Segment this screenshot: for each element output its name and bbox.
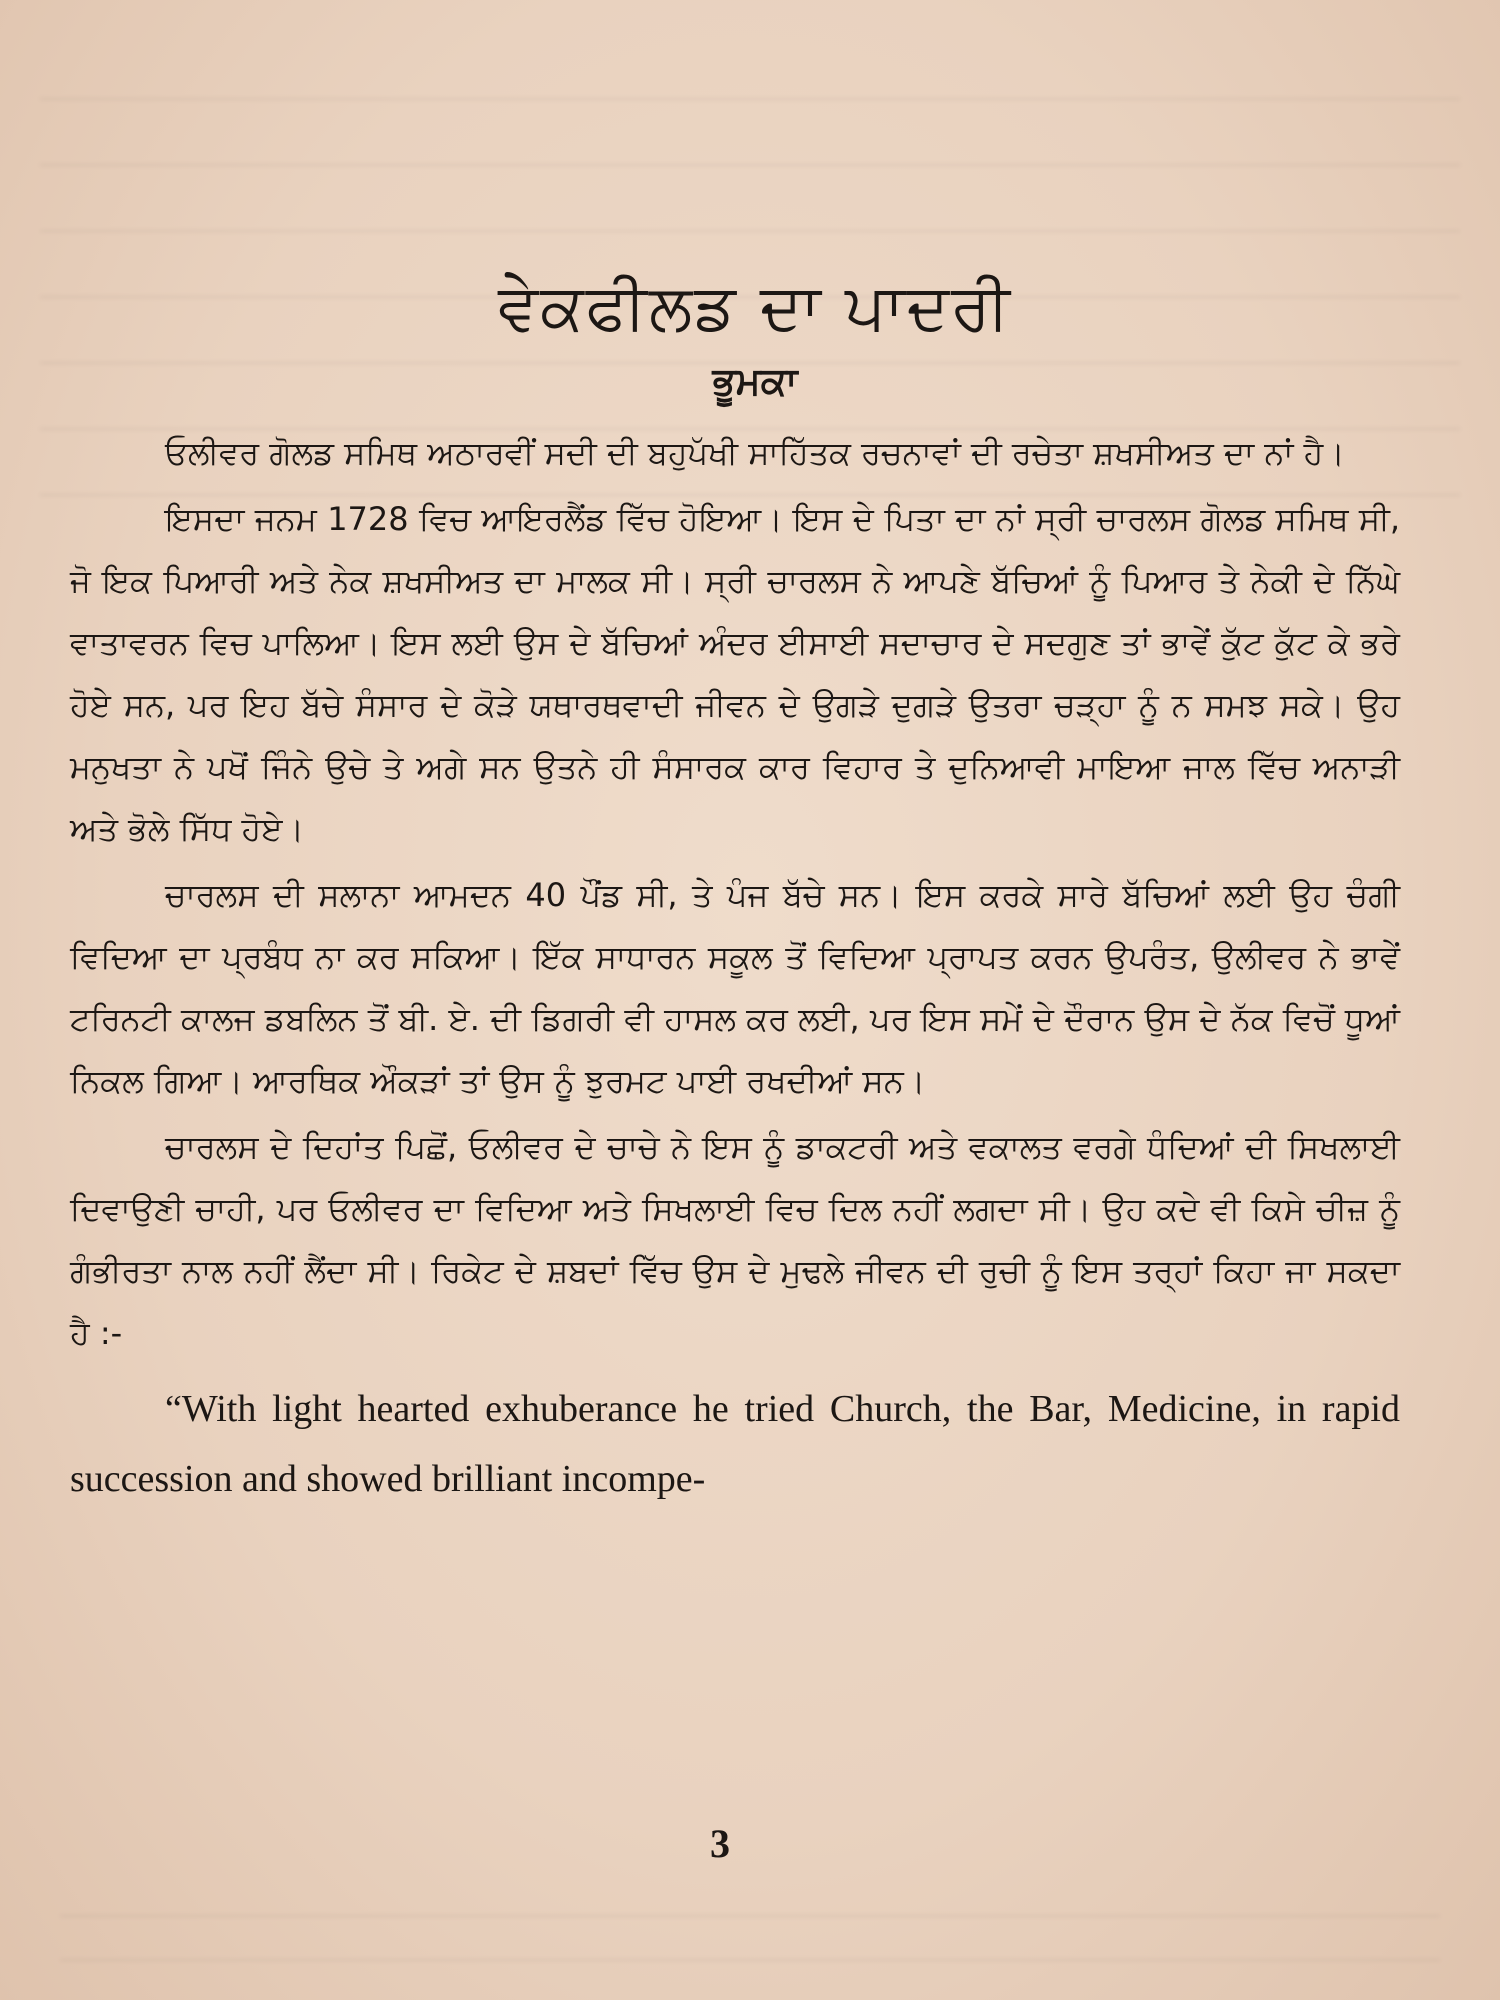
- page-title: ਵੇਕਫੀਲਡ ਦਾ ਪਾਦਰੀ: [498, 271, 1012, 345]
- page-number: 3: [710, 1821, 730, 1866]
- show-through-text-bottom: [60, 1905, 1440, 1965]
- page-content: [70, 270, 1400, 1514]
- paragraph-1: ਓਲੀਵਰ ਗੋਲਡ ਸਮਿਥ ਅਠਾਰਵੀਂ ਸਦੀ ਦੀ ਬਹੁਪੱਖੀ ਸਾਹਿੱਤਕ ਰਚਨਾਵਾਂ ਦੀ ਰਚੇਤਾ ਸ਼ਖਸੀਅਤ ਦਾ ਨਾਂ ਹੈ।: [165, 434, 1345, 473]
- english-quote: “With light hearted exhuberance he tried Church, the Bar, Medicine, in rapid succession and showed brilliant incompe-: [70, 1388, 1400, 1501]
- paragraph-3: ਚਾਰਲਸ ਦੀ ਸਲਾਨਾ ਆਮਦਨ 40 ਪੌਂਡ ਸੀ, ਤੇ ਪੰਜ ਬੱਚੇ ਸਨ। ਇਸ ਕਰਕੇ ਸਾਰੇ ਬੱਚਿਆਂ ਲਈ ਉਹ ਚੰਗੀ ਵਿਦਿਆ ਦਾ ਪ੍ਰਬੰਧ ਨਾ ਕਰ ਸਕਿਆ। ਇੱਕ ਸਾਧਾਰਨ ਸਕੂਲ ਤੋਂ ਵਿਦਿਆ ਪ੍ਰਾਪਤ ਕਰਨ ਉਪਰੰਤ, ਉਲੀਵਰ ਨੇ ਭਾਵੇਂ ਟਰਿਨਟੀ ਕਾਲਜ ਡਬਲਿਨ ਤੋਂ ਬੀ. ਏ. ਦੀ ਡਿਗਰੀ ਵੀ ਹਾਸਲ ਕਰ ਲਈ, ਪਰ ਇਸ ਸਮੇਂ ਦੇ ਦੌਰਾਨ ਉਸ ਦੇ ਨੱਕ ਵਿਚੋਂ ਧੂਆਂ ਨਿਕਲ ਗਿਆ। ਆਰਥਿਕ ਔਕੜਾਂ ਤਾਂ ਉਸ ਨੂੰ ਝੁਰਮਟ ਪਾਈ ਰਖਦੀਆਂ ਸਨ।: [70, 876, 1400, 1101]
- paragraph-2: ਇਸਦਾ ਜਨਮ 1728 ਵਿਚ ਆਇਰਲੈਂਡ ਵਿੱਚ ਹੋਇਆ। ਇਸ ਦੇ ਪਿਤਾ ਦਾ ਨਾਂ ਸ੍ਰੀ ਚਾਰਲਸ ਗੋਲਡ ਸਮਿਥ ਸੀ, ਜੋ ਇਕ ਪਿਆਰੀ ਅਤੇ ਨੇਕ ਸ਼ਖਸੀਅਤ ਦਾ ਮਾਲਕ ਸੀ। ਸ੍ਰੀ ਚਾਰਲਸ ਨੇ ਆਪਣੇ ਬੱਚਿਆਂ ਨੂੰ ਪਿਆਰ ਤੇ ਨੇਕੀ ਦੇ ਨਿੱਘੇ ਵਾਤਾਵਰਨ ਵਿਚ ਪਾਲਿਆ। ਇਸ ਲਈ ਉਸ ਦੇ ਬੱਚਿਆਂ ਅੰਦਰ ਈਸਾਈ ਸਦਾਚਾਰ ਦੇ ਸਦਗੁਣ ਤਾਂ ਭਾਵੇਂ ਕੁੱਟ ਕੁੱਟ ਕੇ ਭਰੇ ਹੋਏ ਸਨ, ਪਰ ਇਹ ਬੱਚੇ ਸੰਸਾਰ ਦੇ ਕੋੜੇ ਯਥਾਰਥਵਾਦੀ ਜੀਵਨ ਦੇ ਉਗੜੇ ਦੁਗੜੇ ਉਤਰਾ ਚੜ੍ਹਾ ਨੂੰ ਨ ਸਮਝ ਸਕੇ। ਉਹ ਮਨੁਖਤਾ ਨੇ ਪਖੋਂ ਜਿੰਨੇ ਉਚੇ ਤੇ ਅਗੇ ਸਨ ਉਤਨੇ ਹੀ ਸੰਸਾਰਕ ਕਾਰ ਵਿਹਾਰ ਤੇ ਦੁਨਿਆਵੀ ਮਾਇਆ ਜਾਲ ਵਿੱਚ ਅਨਾੜੀ ਅਤੇ ਭੋਲੇ ਸਿੱਧ ਹੋਏ।: [70, 500, 1400, 849]
- section-heading: ਭੂਮਕਾ: [712, 358, 798, 403]
- paragraph-4: ਚਾਰਲਸ ਦੇ ਦਿਹਾਂਤ ਪਿਛੋਂ, ਓਲੀਵਰ ਦੇ ਚਾਚੇ ਨੇ ਇਸ ਨੂੰ ਡਾਕਟਰੀ ਅਤੇ ਵਕਾਲਤ ਵਰਗੇ ਧੰਦਿਆਂ ਦੀ ਸਿਖਲਾਈ ਦਿਵਾਉਣੀ ਚਾਹੀ, ਪਰ ਓਲੀਵਰ ਦਾ ਵਿਦਿਆ ਅਤੇ ਸਿਖਲਾਈ ਵਿਚ ਦਿਲ ਨਹੀਂ ਲਗਦਾ ਸੀ। ਉਹ ਕਦੇ ਵੀ ਕਿਸੇ ਚੀਜ਼ ਨੂੰ ਗੰਭੀਰਤਾ ਨਾਲ ਨਹੀਂ ਲੈਂਦਾ ਸੀ। ਰਿਕੇਟ ਦੇ ਸ਼ਬਦਾਂ ਵਿੱਚ ਉਸ ਦੇ ਮੁਢਲੇ ਜੀਵਨ ਦੀ ਰੁਚੀ ਨੂੰ ਇਸ ਤਰ੍ਹਾਂ ਕਿਹਾ ਜਾ ਸਕਦਾ ਹੈ :-: [70, 1128, 1400, 1353]
